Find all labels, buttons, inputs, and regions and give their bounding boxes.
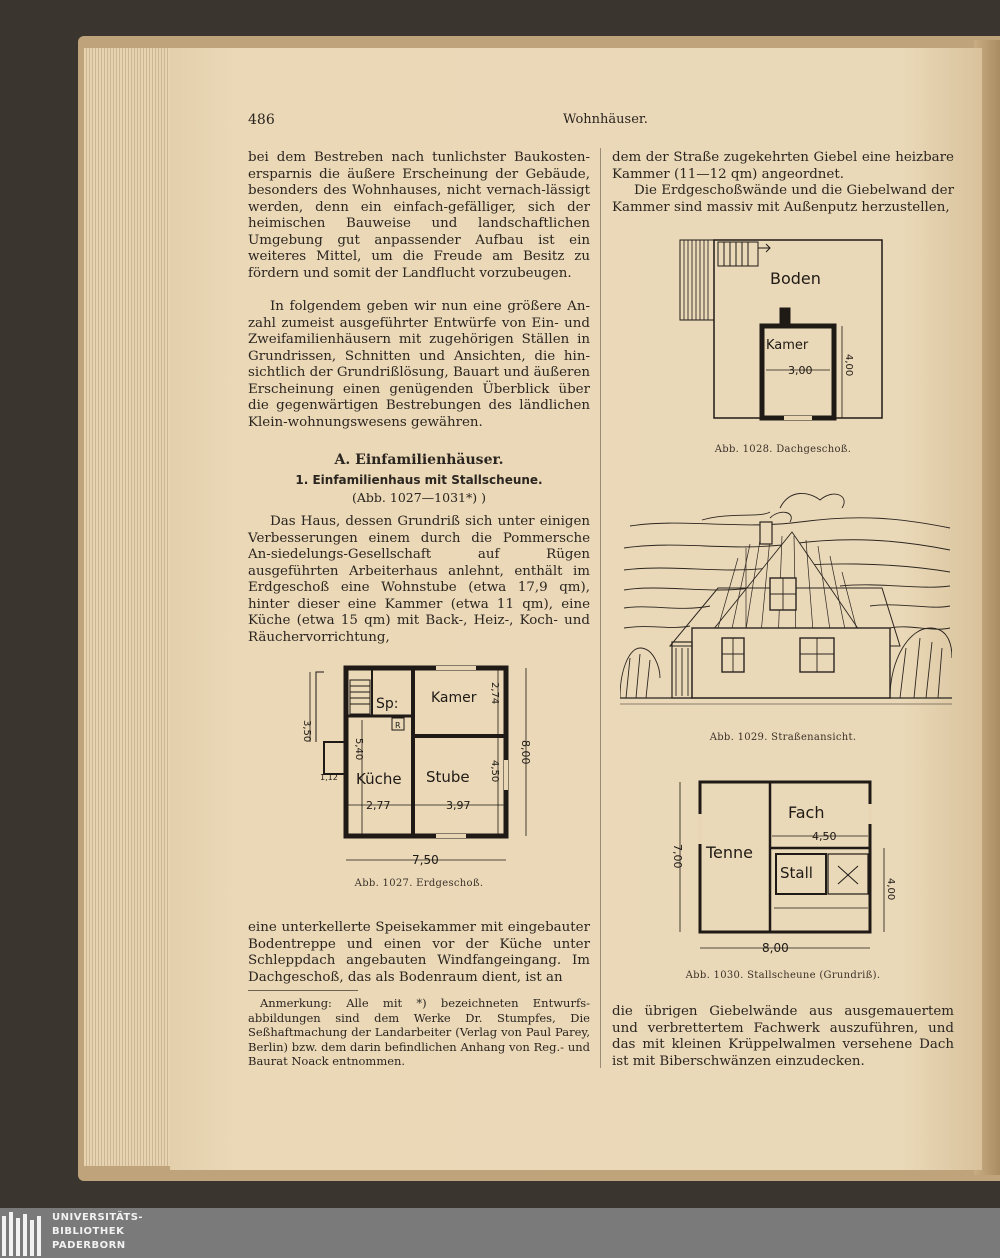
dim-4-50-barn: 4,50 bbox=[812, 830, 837, 843]
left-paragraph-2: In folgendem geben wir nun eine größere An-zahl zumeist ausgeführter Entwürfe von Ein- und Zweifamilienhäusern mit zugehörigen Ställen in Grundrissen, Schnitten und Ansichten, die hin-sichtlich der Grundrißlösung, Bauart und äußeren Erscheinung einen genügenden Überblick über die gegenwärtigen Bestrebungen des ländlichen Klein-wohnungswesens gewähren. bbox=[248, 299, 590, 430]
dim-3-00: 3,00 bbox=[788, 364, 813, 377]
library-logo-icon bbox=[2, 1210, 46, 1256]
dim-2-74: 2,74 bbox=[489, 682, 500, 705]
footer-line-1: UNIVERSITÄTS- bbox=[52, 1212, 144, 1223]
footnote-rule bbox=[248, 990, 358, 991]
dim-1-12: 1,12 bbox=[320, 773, 338, 782]
dim-3-97: 3,97 bbox=[446, 799, 471, 812]
left-paragraph-1: bei dem Bestreben nach tunlichster Baukosten-ersparnis die äußere Erscheinung der Gebäude, besonders des Wohnhauses, nicht vernach-lässigt werden, denn ein einfach-gefälliger, sich der heimischen Bauweise und landschaftlichen Umgebung gut anpassender Aufbau ist ein weiteres Mittel, um die Freude am Besitz zu fördern und somit der Landflucht vorzubeugen. bbox=[248, 150, 590, 281]
dim-4-50: 4,50 bbox=[489, 760, 500, 783]
subsection-reference: (Abb. 1027—1031*) ) bbox=[352, 490, 486, 505]
dim-7-00: 7,00 bbox=[671, 844, 684, 869]
dim-5-40: 5,40 bbox=[353, 738, 364, 761]
dim-2-77: 2,77 bbox=[366, 799, 391, 812]
page-edges bbox=[84, 48, 174, 1166]
caption-1028: Abb. 1028. Dachgeschoß. bbox=[714, 444, 852, 455]
label-stall: Stall bbox=[780, 864, 813, 882]
caption-1027: Abb. 1027. Erdgeschoß. bbox=[354, 878, 484, 889]
label-kueche: Küche bbox=[356, 770, 402, 788]
dim-8-00-barn: 8,00 bbox=[762, 941, 789, 955]
library-footer bbox=[0, 1208, 1000, 1258]
caption-1030: Abb. 1030. Stallscheune (Grundriß). bbox=[685, 970, 881, 981]
footer-line-3: PADERBORN bbox=[52, 1240, 126, 1251]
page-number: 486 bbox=[248, 112, 275, 128]
label-kammer: Kamer bbox=[431, 690, 477, 706]
section-title: A. Einfamilienhäuser. bbox=[334, 452, 504, 468]
label-kammer-attic: Kamer bbox=[766, 338, 809, 353]
footer-line-2: BIBLIOTHEK bbox=[52, 1226, 125, 1237]
label-tenne: Tenne bbox=[706, 843, 754, 862]
column-divider bbox=[600, 148, 601, 1068]
label-stube: Stube bbox=[426, 768, 470, 786]
right-paragraph-2: Die Erdgeschoßwände und die Giebelwand der Kammer sind massiv mit Außenputz herzustellen, bbox=[612, 183, 954, 215]
subsection-title: 1. Einfamilienhaus mit Stallscheune. bbox=[295, 473, 543, 487]
street-view-drawing bbox=[620, 478, 952, 718]
right-paragraph-1: dem der Straße zugekehrten Giebel eine heizbare Kammer (11—12 qm) angeordnet. bbox=[612, 150, 954, 182]
dim-3-50: 3,50 bbox=[301, 720, 312, 743]
dim-4-00-barn: 4,00 bbox=[885, 878, 896, 901]
running-title: Wohnhäuser. bbox=[563, 112, 648, 127]
label-boden: Boden bbox=[770, 269, 821, 288]
right-paragraph-3: die übrigen Giebelwände aus ausgemauertem und verbrettertem Fachwerk auszuführen, und das mit kleinen Krüppelwalmen versehene Dach ist mit Biberschwänzen einzudecken. bbox=[612, 1004, 954, 1069]
floor-plan-barn bbox=[662, 774, 912, 956]
caption-1029: Abb. 1029. Straßenansicht. bbox=[709, 732, 857, 743]
dim-7-50: 7,50 bbox=[412, 853, 439, 867]
label-fach: Fach bbox=[788, 803, 825, 822]
label-speisekammer: Sp: bbox=[376, 696, 399, 712]
floor-plan-attic bbox=[676, 232, 888, 428]
footnote: Anmerkung: Alle mit *) bezeichneten Entwurfs-abbildungen sind dem Werke Dr. Stumpfes, Die Seßhaftmachung der Landarbeiter (Verlag von Paul Parey, Berlin) bzw. dem darin befindlichen Anhang von Reg.- und Baurat Noack entnommen. bbox=[248, 996, 590, 1068]
dim-4-00-attic: 4,00 bbox=[843, 354, 854, 377]
left-paragraph-4: eine unterkellerte Speisekammer mit eingebauter Bodentreppe und einen vor der Küche unter Schleppdach angebauten Windfangeingang. Im Dachgeschoß, das als Bodenraum dient, ist an bbox=[248, 920, 590, 985]
floor-plan-ground-floor bbox=[296, 660, 556, 870]
left-paragraph-3: Das Haus, dessen Grundriß sich unter einigen Verbesserungen einem durch die Pommersche An-siedelungs-Gesellschaft auf Rügen ausgeführten Arbeiterhaus anlehnt, enthält im Erdgeschoß eine Wohnstube (etwa 17,9 qm), hinter dieser eine Kammer (etwa 11 qm), eine Küche (etwa 15 qm) mit Back-, Heiz-, Koch- und Räuchervorrichtung, bbox=[248, 514, 590, 645]
dim-8-00: 8,00 bbox=[519, 740, 532, 765]
label-r: R bbox=[395, 721, 401, 730]
